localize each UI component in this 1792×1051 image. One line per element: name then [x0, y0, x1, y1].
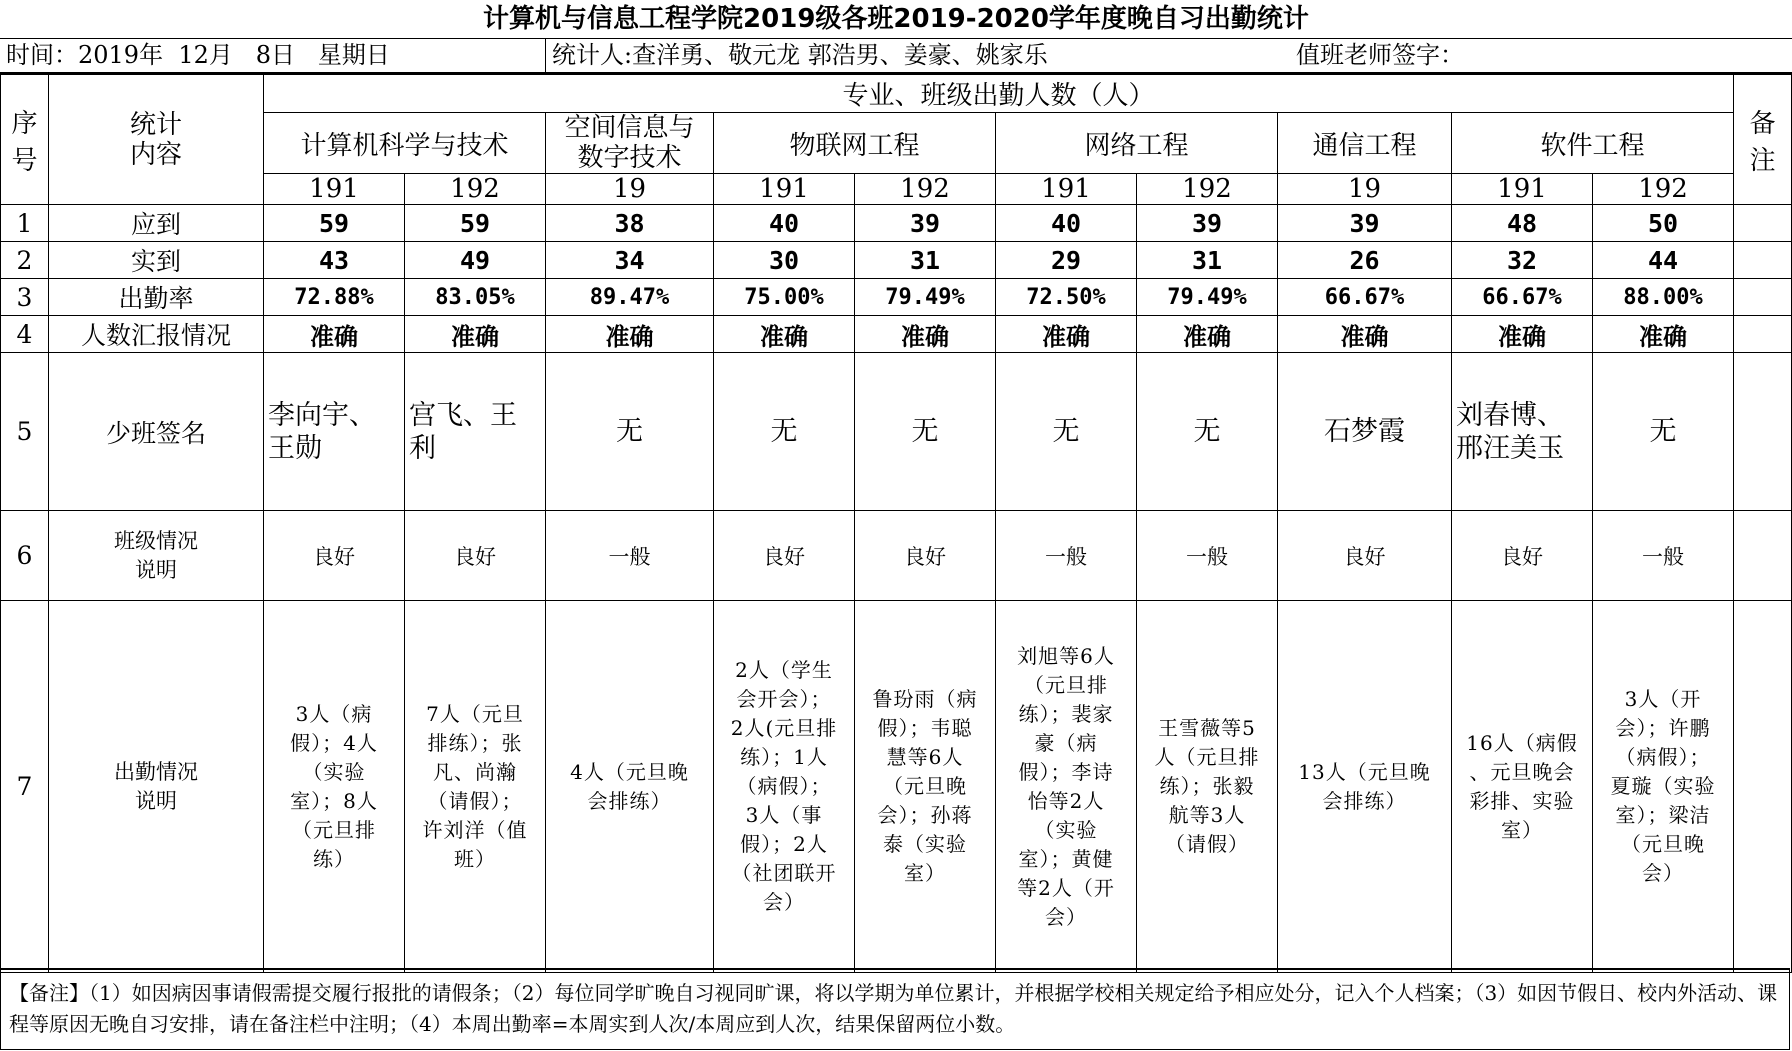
row-label: 出勤情况 说明 — [49, 601, 264, 973]
table-cell: 石梦霞 — [1278, 353, 1452, 511]
row-number: 4 — [1, 316, 49, 353]
table-cell: 一般 — [1137, 511, 1278, 601]
header-group: 专业、班级出勤人数（人） — [264, 75, 1734, 113]
table-cell: 良好 — [1452, 511, 1593, 601]
table-cell: 一般 — [996, 511, 1137, 601]
table-cell: 3人（开 会）；许鹏 （病假）； 夏璇（实验 室）；梁洁 （元旦晚 会） — [1593, 601, 1734, 973]
row-label: 应到 — [49, 205, 264, 242]
table-cell: 王雪薇等5 人（元旦排 练）；张毅 航等3人 （请假） — [1137, 601, 1278, 973]
table-cell: 59 — [264, 205, 405, 242]
remark-cell — [1734, 316, 1792, 353]
table-cell: 26 — [1278, 242, 1452, 279]
table-cell: 49 — [405, 242, 546, 279]
row-number: 2 — [1, 242, 49, 279]
table-cell: 43 — [264, 242, 405, 279]
major-spatial: 空间信息与 数字技术 — [546, 113, 714, 174]
class-header: 191 — [1452, 174, 1593, 205]
table-cell: 30 — [714, 242, 855, 279]
table-cell: 31 — [1137, 242, 1278, 279]
table-cell: 7人（元旦 排练）；张 凡、尚瀚 （请假）； 许刘洋（值 班） — [405, 601, 546, 973]
table-row — [1, 316, 1792, 353]
table-cell: 准确 — [546, 316, 714, 353]
class-header: 191 — [264, 174, 405, 205]
table-cell: 50 — [1593, 205, 1734, 242]
table-cell: 准确 — [855, 316, 996, 353]
table-cell: 4人（元旦晚 会排练） — [546, 601, 714, 973]
row-number: 1 — [1, 205, 49, 242]
header-remark: 备注 — [1734, 75, 1792, 205]
table-cell: 38 — [546, 205, 714, 242]
table-cell: 83.05% — [405, 279, 546, 316]
table-cell: 鲁玢雨（病 假）；韦聪 慧等6人 （元旦晚 会）；孙蒋 泰（实验 室） — [855, 601, 996, 973]
table-cell: 准确 — [714, 316, 855, 353]
class-header: 192 — [405, 174, 546, 205]
table-cell: 16人（病假 、元旦晚会 彩排、实验 室） — [1452, 601, 1593, 973]
table-cell: 13人（元旦晚 会排练） — [1278, 601, 1452, 973]
major-iot: 物联网工程 — [714, 113, 996, 174]
table-cell: 准确 — [1278, 316, 1452, 353]
table-cell: 良好 — [855, 511, 996, 601]
table-cell: 良好 — [264, 511, 405, 601]
row-label: 少班签名 — [49, 353, 264, 511]
table-cell: 准确 — [1452, 316, 1593, 353]
table-row — [1, 279, 1792, 316]
table-cell: 34 — [546, 242, 714, 279]
table-row — [1, 242, 1792, 279]
remark-cell — [1734, 601, 1792, 973]
table-cell: 59 — [405, 205, 546, 242]
table-cell: 72.88% — [264, 279, 405, 316]
row-label: 人数汇报情况 — [49, 316, 264, 353]
table-cell: 3人（病 假）；4人 （实验 室）；8人 （元旦排 练） — [264, 601, 405, 973]
table-cell: 良好 — [1278, 511, 1452, 601]
row-number: 7 — [1, 601, 49, 973]
class-header: 19 — [1278, 174, 1452, 205]
row-label: 出勤率 — [49, 279, 264, 316]
remark-cell — [1734, 242, 1792, 279]
table-cell: 宫飞、王 利 — [405, 353, 546, 511]
header-seq: 序号 — [1, 75, 49, 205]
remark-cell — [1734, 279, 1792, 316]
footnote-remarks: 【备注】（1）如因病因事请假需提交履行报批的请假条；（2）每位同学旷晚自习视同旷课，将以学期为单位累计，并根据学校相关规定给予相应处分，记入个人档案；（3）如因节假日、校内外活动、课程等原因无晚自习安排，请在备注栏中注明；（4）本周出勤率=本周实到人次/本周应到人次，结果保留两位小数。 — [0, 968, 1790, 1050]
class-header: 192 — [1137, 174, 1278, 205]
table-cell: 39 — [1278, 205, 1452, 242]
info-divider — [545, 38, 546, 72]
table-cell: 准确 — [264, 316, 405, 353]
stats-by-label: 统计人:查洋勇、敬元龙 郭浩男、姜豪、姚家乐 — [552, 41, 1048, 69]
table-cell: 32 — [1452, 242, 1593, 279]
table-cell: 无 — [1137, 353, 1278, 511]
row-number: 5 — [1, 353, 49, 511]
table-cell: 准确 — [405, 316, 546, 353]
table-cell: 31 — [855, 242, 996, 279]
major-comm: 通信工程 — [1278, 113, 1452, 174]
table-cell: 66.67% — [1278, 279, 1452, 316]
class-header: 191 — [714, 174, 855, 205]
sheet-title: 计算机与信息工程学院2019级各班2019-2020学年度晚自习出勤统计 — [0, 0, 1792, 39]
row-number: 6 — [1, 511, 49, 601]
table-cell: 李向宇、 王勋 — [264, 353, 405, 511]
table-cell: 无 — [996, 353, 1137, 511]
table-cell: 40 — [714, 205, 855, 242]
row-label: 班级情况 说明 — [49, 511, 264, 601]
table-row — [1, 601, 1792, 973]
table-cell: 刘春博、 邢汪美玉 — [1452, 353, 1593, 511]
row-number: 3 — [1, 279, 49, 316]
info-bar — [0, 38, 1792, 74]
table-cell: 良好 — [714, 511, 855, 601]
table-cell: 准确 — [1137, 316, 1278, 353]
table-cell: 无 — [714, 353, 855, 511]
class-header: 191 — [996, 174, 1137, 205]
table-cell: 79.49% — [1137, 279, 1278, 316]
major-software: 软件工程 — [1452, 113, 1734, 174]
table-cell: 79.49% — [855, 279, 996, 316]
class-header: 19 — [546, 174, 714, 205]
table-cell: 66.67% — [1452, 279, 1593, 316]
table-cell: 88.00% — [1593, 279, 1734, 316]
header-content: 统计 内容 — [49, 75, 264, 205]
table-cell: 一般 — [546, 511, 714, 601]
table-cell: 48 — [1452, 205, 1593, 242]
row-label: 实到 — [49, 242, 264, 279]
table-cell: 39 — [1137, 205, 1278, 242]
table-row — [1, 511, 1792, 601]
remark-cell — [1734, 353, 1792, 511]
table-cell: 44 — [1593, 242, 1734, 279]
table-cell: 准确 — [996, 316, 1137, 353]
table-cell: 无 — [546, 353, 714, 511]
table-cell: 无 — [1593, 353, 1734, 511]
class-header: 192 — [1593, 174, 1734, 205]
remark-cell — [1734, 205, 1792, 242]
table-cell: 75.00% — [714, 279, 855, 316]
table-row — [1, 353, 1792, 511]
table-cell: 39 — [855, 205, 996, 242]
major-network: 网络工程 — [996, 113, 1278, 174]
remark-cell — [1734, 511, 1792, 601]
teacher-sign-label: 值班老师签字： — [1296, 41, 1464, 69]
class-header-row — [1, 174, 1792, 205]
attendance-table — [0, 74, 1792, 973]
table-row — [1, 205, 1792, 242]
table-cell: 刘旭等6人 （元旦排 练）；裴家 豪（病 假）；李诗 怡等2人 （实验 室）；黄健 等2人（开 会） — [996, 601, 1137, 973]
table-cell: 无 — [855, 353, 996, 511]
table-cell: 89.47% — [546, 279, 714, 316]
major-cs: 计算机科学与技术 — [264, 113, 546, 174]
table-cell: 良好 — [405, 511, 546, 601]
class-header: 192 — [855, 174, 996, 205]
table-cell: 40 — [996, 205, 1137, 242]
table-cell: 一般 — [1593, 511, 1734, 601]
date-label: 时间：2019年 12月 8日 星期日 — [6, 41, 390, 69]
table-cell: 准确 — [1593, 316, 1734, 353]
table-cell: 72.50% — [996, 279, 1137, 316]
table-cell: 2人（学生 会开会）； 2人(元旦排 练）；1人 （病假）； 3人（事 假）；2人 （社团联开 会） — [714, 601, 855, 973]
table-cell: 29 — [996, 242, 1137, 279]
